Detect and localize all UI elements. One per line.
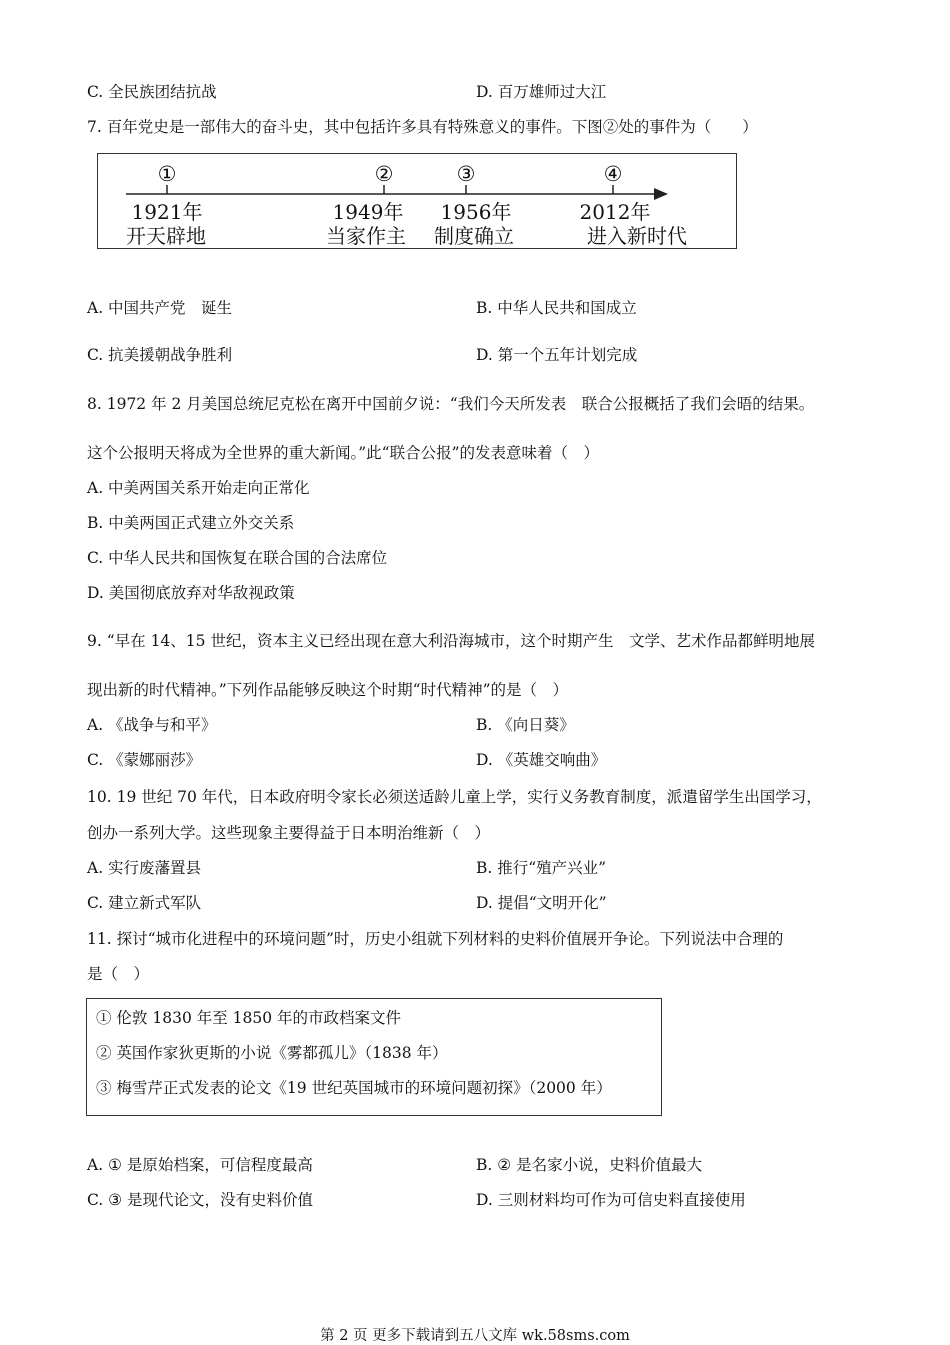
q7-timeline-svg (98, 154, 738, 250)
q9-option-d: D. 《英雄交响曲》 (476, 751, 607, 769)
timeline-label-1: 开天辟地 (126, 224, 206, 248)
q9-option-b: B. 《向日葵》 (476, 716, 575, 734)
q11-stem-line2: 是（ ） (87, 965, 150, 983)
timeline-marker-1: ① (157, 162, 177, 186)
q10-option-a: A. 实行废藩置县 (87, 859, 202, 877)
q7-stem: 7. 百年党史是一部伟大的奋斗史，其中包括许多具有特殊意义的事件。下图②处的事件为（ ） (87, 118, 758, 136)
q8-option-a: A. 中美两国关系开始走向正常化 (87, 479, 310, 497)
q6-option-c: C. 全民族团结抗战 (87, 83, 217, 101)
q10-option-b: B. 推行“殖产兴业” (476, 859, 607, 877)
q11-material-3: ③ 梅雪芹正式发表的论文《19 世纪英国城市的环境问题初探》（2000 年） (96, 1079, 612, 1097)
timeline-marker-3: ③ (456, 162, 476, 186)
page-footer: 第 2 页 更多下载请到五八文库 wk.58sms.com (320, 1328, 630, 1344)
q6-option-d: D. 百万雄师过大江 (476, 83, 607, 101)
timeline-label-4: 进入新时代 (587, 224, 687, 248)
q8-option-b: B. 中美两国正式建立外交关系 (87, 514, 295, 532)
q9-stem-line2: 现出新的时代精神。”下列作品能够反映这个时期“时代精神”的是（ ） (87, 681, 569, 699)
timeline-year-3: 1956年 (440, 200, 512, 224)
q9-option-c: C. 《蒙娜丽莎》 (87, 751, 202, 769)
q11-option-b: B. ② 是名家小说，史料价值最大 (476, 1156, 703, 1174)
q10-stem-line2: 创办一系列大学。这些现象主要得益于日本明治维新（ ） (87, 824, 491, 842)
timeline-year-2: 1949年 (332, 200, 404, 224)
q9-option-a: A. 《战争与和平》 (87, 716, 217, 734)
timeline-marker-4: ④ (603, 162, 623, 186)
timeline-label-3: 制度确立 (434, 224, 514, 248)
q7-option-a: A. 中国共产党 诞生 (87, 299, 233, 317)
q10-option-d: D. 提倡“文明开化” (476, 894, 607, 912)
q11-stem-line1: 11. 探讨“城市化进程中的环境问题”时，历史小组就下列材料的史料价值展开争论。下列说法中合理的 (87, 930, 784, 948)
q9-stem-line1: 9. “早在 14、15 世纪，资本主义已经出现在意大利沿海城市，这个时期产生 文学、艺术作品都鲜明地展 (87, 632, 815, 650)
q7-timeline-figure (97, 153, 737, 249)
q7-option-b: B. 中华人民共和国成立 (476, 299, 637, 317)
q10-stem-line1: 10. 19 世纪 70 年代，日本政府明令家长必须送适龄儿童上学，实行义务教育制度，派遣留学生出国学习， (87, 788, 822, 806)
q8-stem-line2: 这个公报明天将成为全世界的重大新闻。”此“联合公报”的发表意味着（ ） (87, 444, 600, 462)
timeline-marker-2: ② (374, 162, 394, 186)
q11-option-c: C. ③ 是现代论文，没有史料价值 (87, 1191, 313, 1209)
q8-option-d: D. 美国彻底放弃对华敌视政策 (87, 584, 295, 602)
q7-option-c: C. 抗美援朝战争胜利 (87, 346, 233, 364)
timeline-year-1: 1921年 (131, 200, 203, 224)
q8-option-c: C. 中华人民共和国恢复在联合国的合法席位 (87, 549, 388, 567)
q11-material-1: ① 伦敦 1830 年至 1850 年的市政档案文件 (96, 1009, 402, 1027)
timeline-arrowhead (654, 188, 668, 200)
timeline-year-4: 2012年 (579, 200, 651, 224)
q11-material-2: ② 英国作家狄更斯的小说《雾都孤儿》（1838 年） (96, 1044, 448, 1062)
q8-stem-line1: 8. 1972 年 2 月美国总统尼克松在离开中国前夕说：“我们今天所发表 联合公报概括了我们会晤的结果。 (87, 395, 815, 413)
q11-option-d: D. 三则材料均可作为可信史料直接使用 (476, 1191, 746, 1209)
q7-option-d: D. 第一个五年计划完成 (476, 346, 638, 364)
q11-option-a: A. ① 是原始档案，可信程度最高 (87, 1156, 313, 1174)
q10-option-c: C. 建立新式军队 (87, 894, 202, 912)
timeline-label-2: 当家作主 (326, 224, 406, 248)
